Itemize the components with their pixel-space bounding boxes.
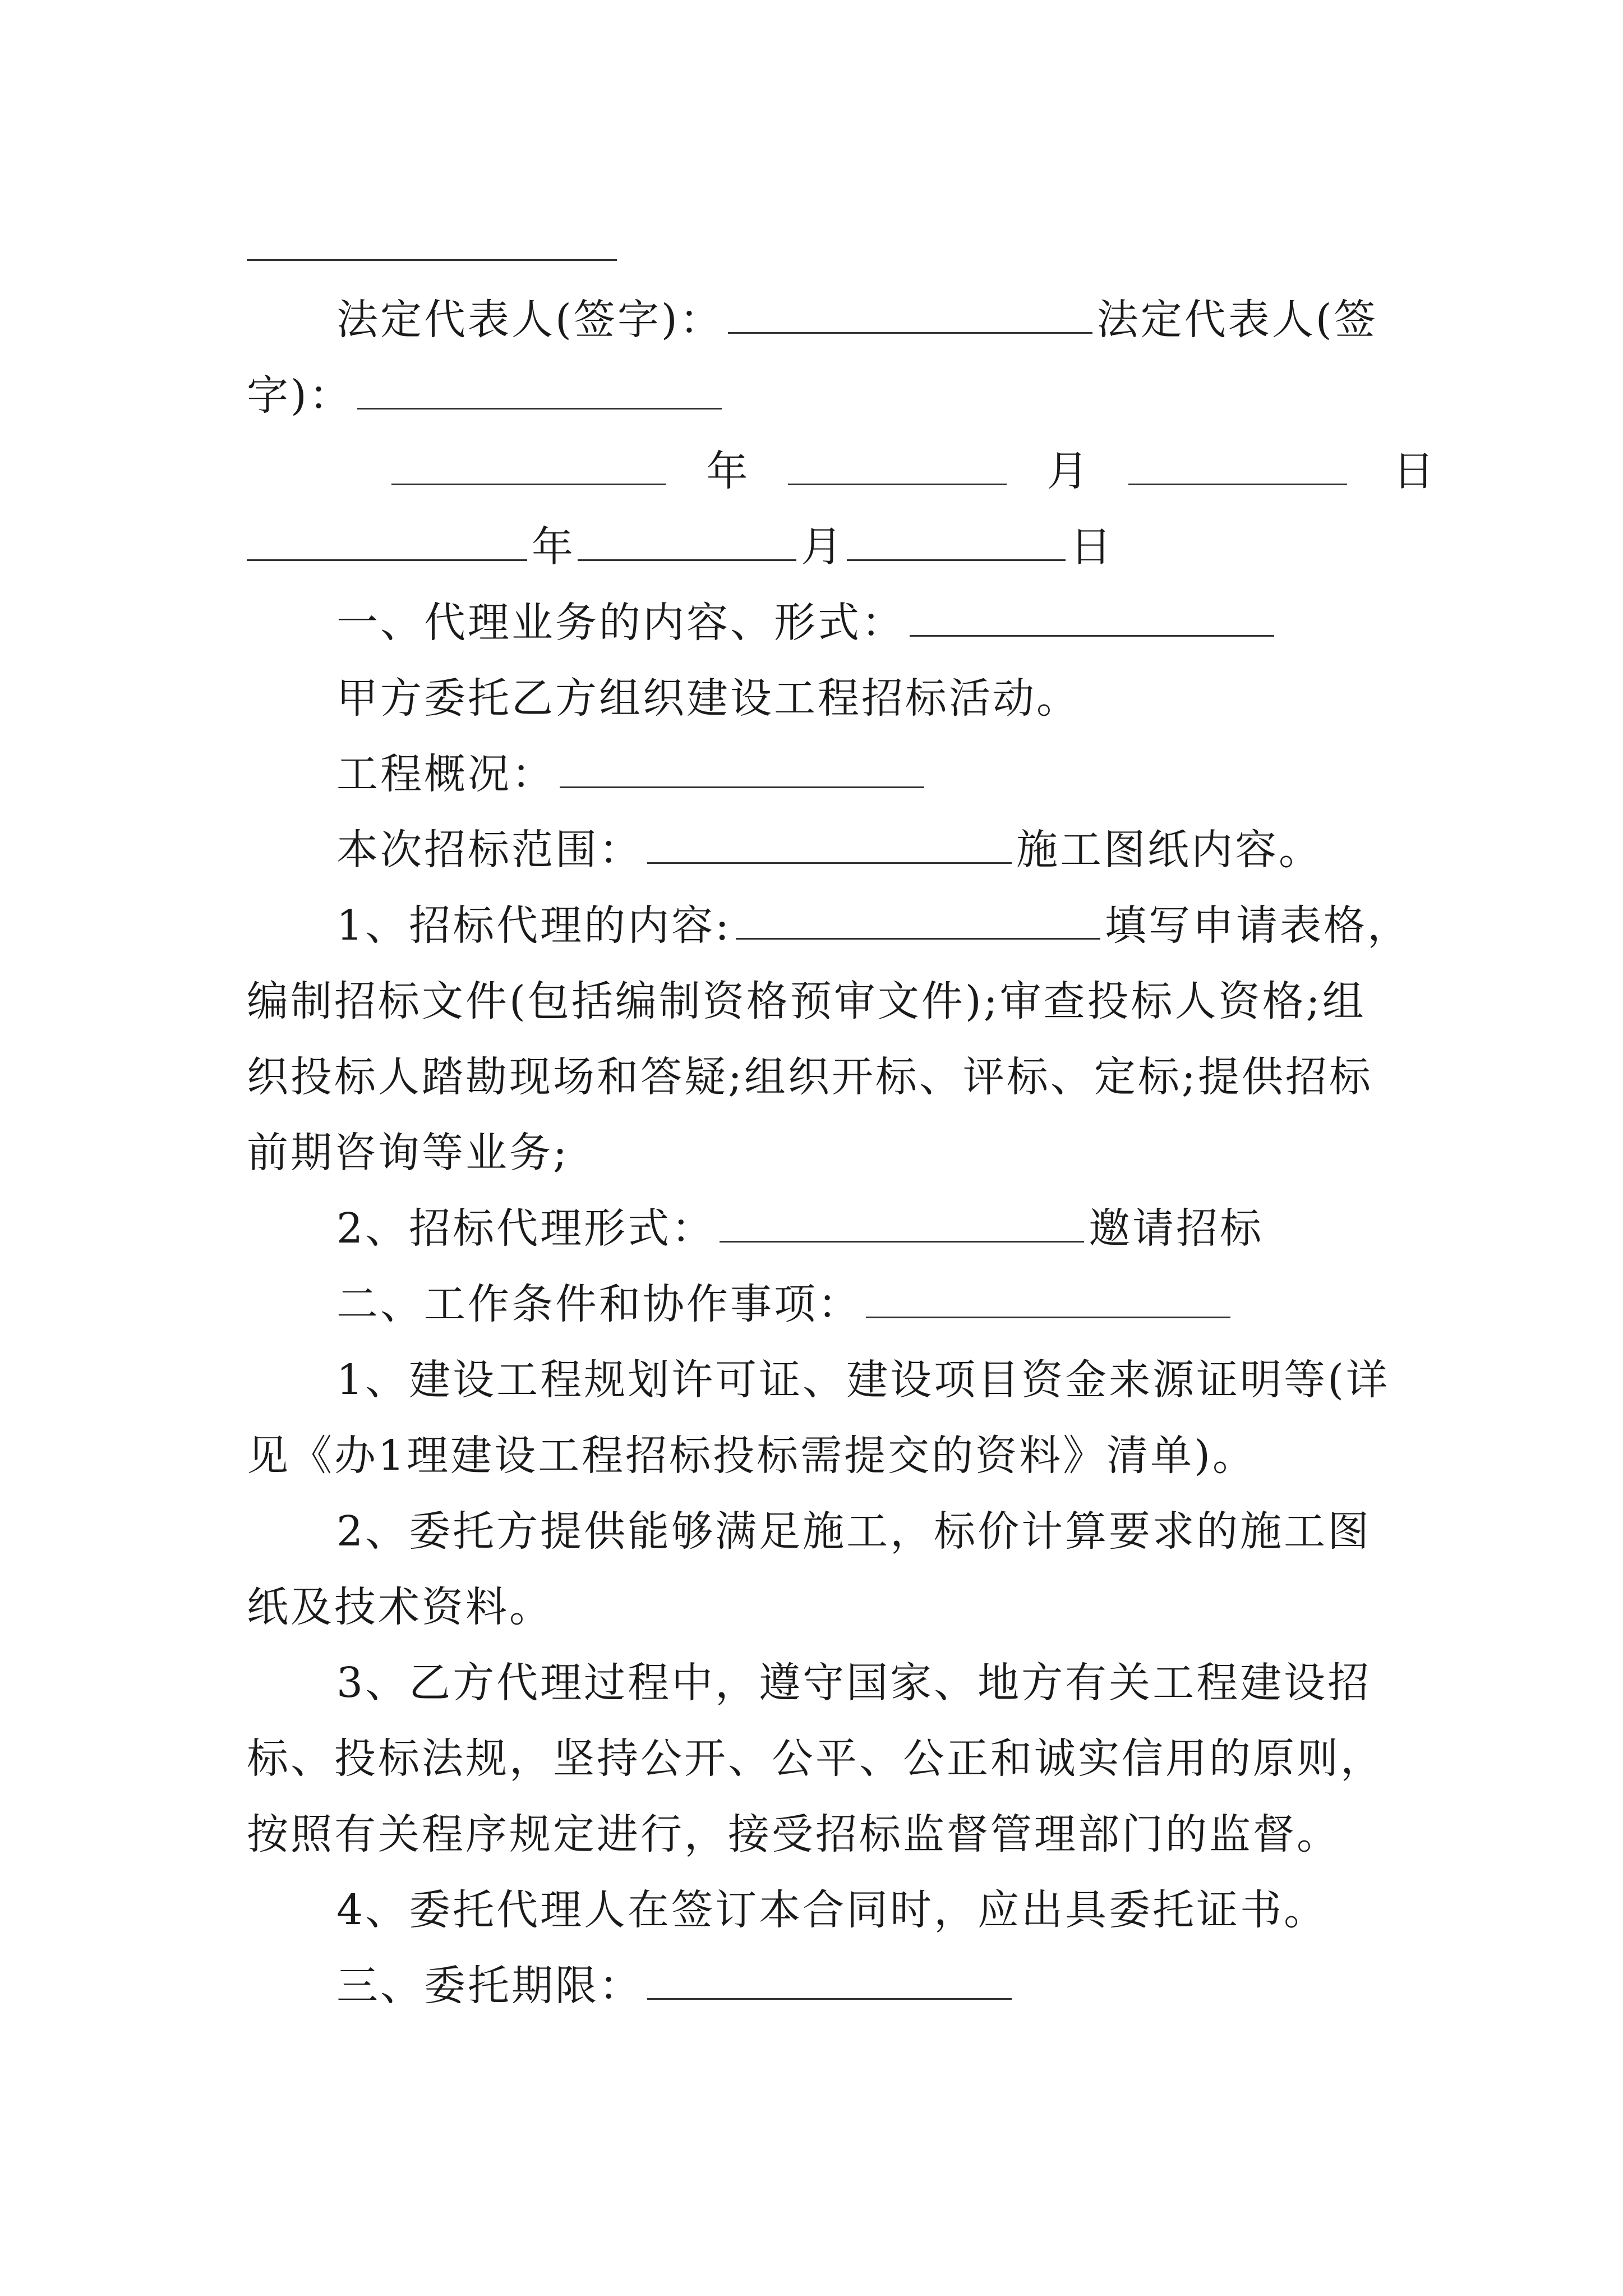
scope-suffix: 施工图纸内容。 [1016,826,1322,874]
paragraph-3 [247,816,1396,884]
date1-month-blank[interactable] [788,443,1007,485]
section-3-blank[interactable] [647,1958,1012,2000]
signature-line [247,286,1396,353]
section-2-heading [247,1271,1396,1338]
date2-year-label: 年 [532,523,573,571]
date2-day-label: 日 [1070,523,1112,571]
legal-rep-signature-blank-2[interactable] [357,367,722,409]
section-3-heading-text: 三、委托期限： [336,1962,643,2010]
paragraph-8-text-2: 标、投标法规，坚持公开、公平、公正和诚实信用的原则， [247,1734,1384,1783]
date1-month-label: 月 [1046,447,1089,495]
paragraph-4-line-4 [247,1119,1396,1186]
paragraph-5 [247,1195,1396,1262]
legal-rep-signature-label-2: 法定代表人(签 [1096,296,1378,344]
date1-day-blank[interactable] [1128,443,1347,485]
paragraph-6-text-1: 1、建设工程规划许可证、建设项目资金来源证明等(详 [336,1356,1390,1404]
paragraph-9-text: 4、委托代理人在签订本合同时，应出具委托证书。 [336,1886,1328,1934]
paragraph-4-line-3 [247,1043,1396,1111]
section-2-heading-text: 二、工作条件和协作事项： [336,1280,861,1328]
paragraph-4-text-2: 编制招标文件(包括编制资格预审文件);审查投标人资格;组 [247,977,1366,1025]
paragraph-7-text-2: 纸及技术资料。 [247,1583,553,1631]
agency-content-suffix: 填写申请表格， [1105,901,1412,950]
paragraph-1-text: 甲方委托乙方组织建设工程招标活动。 [336,674,1080,723]
date2-month-blank[interactable] [578,519,796,561]
paragraph-8-line-1 [247,1649,1396,1717]
signature-line-cont [247,362,1396,429]
paragraph-4-text-3: 织投标人踏勘现场和答疑;组织开标、评标、定标;提供招标 [247,1053,1373,1101]
date1-year-label: 年 [706,447,748,495]
agency-form-suffix: 邀请招标 [1089,1204,1264,1253]
date2-day-blank[interactable] [847,519,1066,561]
paragraph-7-line-1 [247,1498,1396,1565]
paragraph-4-line-2 [247,968,1396,1035]
paragraph-2 [247,740,1396,808]
date-row-1 [387,438,1435,505]
paragraph-6-line-1 [247,1346,1396,1414]
paragraph-6-line-2 [247,1422,1396,1489]
paragraph-7-text-1: 2、委托方提供能够满足施工，标价计算要求的施工图 [336,1507,1372,1556]
project-overview-label: 工程概况： [336,750,555,798]
section-2-blank[interactable] [866,1276,1230,1318]
scope-label: 本次招标范围： [336,826,643,874]
agency-form-blank[interactable] [720,1200,1084,1243]
paragraph-8-text-3: 按照有关程序规定进行，接受招标监督管理部门的监督。 [247,1810,1340,1858]
date1-year-blank[interactable] [391,443,666,485]
paragraph-7-line-2 [247,1573,1396,1641]
project-overview-blank[interactable] [560,746,924,788]
paragraph-8-text-1: 3、乙方代理过程中，遵守国家、地方有关工程建设招 [336,1659,1372,1707]
section-1-blank[interactable] [910,595,1274,637]
paragraph-6-text-2: 见《办1理建设工程招标投标需提交的资料》清单)。 [247,1432,1256,1480]
section-1-heading [247,589,1396,656]
paragraph-4-text-4: 前期咨询等业务; [247,1129,569,1177]
paragraph-8-line-3 [247,1801,1396,1868]
paragraph-1 [247,665,1396,732]
date1-day-label: 日 [1393,447,1435,495]
legal-rep-signature-blank[interactable] [728,292,1092,334]
paragraph-4-line-1 [247,892,1412,959]
paragraph-8-line-2 [247,1725,1396,1792]
agency-content-blank[interactable] [736,898,1100,940]
legal-rep-signature-label: 法定代表人(签字)： [336,296,723,344]
date2-year-blank[interactable] [247,519,527,561]
date2-month-label: 月 [801,523,842,571]
legal-rep-signature-label-2-cont: 字)： [247,371,353,420]
section-1-heading-text: 一、代理业务的内容、形式： [336,599,905,647]
section-3-heading [247,1952,1396,2019]
paragraph-9 [247,1876,1396,1944]
scope-blank[interactable] [647,822,1012,864]
agency-form-label: 2、招标代理形式： [336,1204,716,1253]
top-blank-line [247,259,617,261]
agency-content-label: 1、招标代理的内容: [336,901,732,950]
date-row-2 [247,513,1112,581]
